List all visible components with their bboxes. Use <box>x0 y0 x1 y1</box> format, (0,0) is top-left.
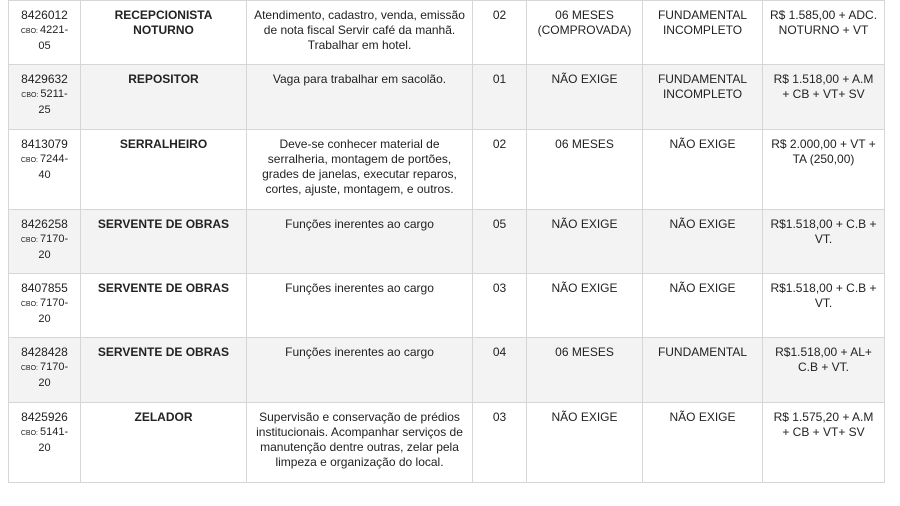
table-row <box>9 65 885 130</box>
cbo-code-suffix: 05 <box>38 40 51 52</box>
education-requirement: FUNDAMENTAL INCOMPLETO <box>643 65 763 130</box>
job-title: RECEPCIONISTA NOTURNO <box>81 1 247 65</box>
vacancy-count: 04 <box>473 338 527 403</box>
job-title: ZELADOR <box>81 403 247 483</box>
education-requirement: NÃO EXIGE <box>643 210 763 274</box>
experience-requirement: 06 MESES (COMPROVADA) <box>527 1 643 65</box>
table-row <box>9 403 885 483</box>
cbo-label: CBO: <box>21 92 39 99</box>
job-title: SERVENTE DE OBRAS <box>81 210 247 274</box>
job-vacancies-table <box>8 0 885 483</box>
salary: R$1.518,00 + C.B + VT. <box>763 210 885 274</box>
job-code-cell <box>9 274 81 338</box>
cbo-code: 7244- <box>39 153 69 165</box>
job-title: SERRALHEIRO <box>81 130 247 210</box>
job-code-cell <box>9 210 81 274</box>
cbo-code-suffix: 40 <box>38 169 51 181</box>
job-code-cell <box>9 130 81 210</box>
experience-requirement: NÃO EXIGE <box>527 274 643 338</box>
experience-requirement: 06 MESES <box>527 130 643 210</box>
vacancy-count: 02 <box>473 130 527 210</box>
cbo-code: 4221- <box>39 24 69 36</box>
table-row <box>9 210 885 274</box>
experience-requirement: 06 MESES <box>527 338 643 403</box>
salary: R$1.518,00 + AL+ C.B + VT. <box>763 338 885 403</box>
table-row <box>9 130 885 210</box>
cbo-code-suffix: 20 <box>38 249 51 261</box>
job-title: SERVENTE DE OBRAS <box>81 274 247 338</box>
cbo-label: CBO: <box>20 28 38 35</box>
job-code: 8407855 <box>21 281 68 295</box>
job-description: Funções inerentes ao cargo <box>247 338 473 403</box>
experience-requirement: NÃO EXIGE <box>527 65 643 130</box>
vacancy-count: 03 <box>473 274 527 338</box>
cbo-code-suffix: 20 <box>38 442 51 454</box>
salary: R$1.518,00 + C.B + VT. <box>763 274 885 338</box>
job-description: Atendimento, cadastro, venda, emissão de nota fiscal Servir café da manhã. Trabalhar em hotel. <box>247 1 473 65</box>
table-row <box>9 1 885 65</box>
job-code: 8413079 <box>21 137 68 151</box>
table-row <box>9 338 885 403</box>
vacancy-count: 02 <box>473 1 527 65</box>
cbo-code-suffix: 25 <box>38 104 51 116</box>
experience-requirement: NÃO EXIGE <box>527 210 643 274</box>
vacancy-count: 01 <box>473 65 527 130</box>
cbo-code-suffix: 20 <box>38 377 51 389</box>
salary: R$ 1.585,00 + ADC. NOTURNO + VT <box>763 1 885 65</box>
education-requirement: NÃO EXIGE <box>643 130 763 210</box>
vacancy-count: 03 <box>473 403 527 483</box>
table-row <box>9 274 885 338</box>
cbo-code: 5211- <box>40 88 68 100</box>
salary: R$ 1.518,00 + A.M + CB + VT+ SV <box>763 65 885 130</box>
cbo-code: 7170- <box>39 297 69 309</box>
job-description: Vaga para trabalhar em sacolão. <box>247 65 473 130</box>
cbo-label: CBO: <box>20 301 38 308</box>
job-code: 8426012 <box>21 8 68 22</box>
salary: R$ 1.575,20 + A.M + CB + VT+ SV <box>763 403 885 483</box>
job-title: SERVENTE DE OBRAS <box>81 338 247 403</box>
job-code: 8429632 <box>21 72 68 86</box>
job-description: Supervisão e conservação de prédios institucionais. Acompanhar serviços de manutenção dentre outras, zelar pela limpeza e organização do local. <box>247 403 473 483</box>
cbo-label: CBO: <box>20 237 38 244</box>
cbo-code: 5141- <box>39 426 69 438</box>
job-code-cell <box>9 403 81 483</box>
vacancy-count: 05 <box>473 210 527 274</box>
job-code: 8428428 <box>21 345 68 359</box>
cbo-label: CBO: <box>20 157 38 164</box>
job-description: Deve-se conhecer material de serralheria, montagem de portões, grades de janelas, executar reparos, cortes, ajuste, montagem, e outros. <box>247 130 473 210</box>
education-requirement: FUNDAMENTAL INCOMPLETO <box>643 1 763 65</box>
job-title: REPOSITOR <box>81 65 247 130</box>
job-code: 8425926 <box>21 410 68 424</box>
job-code-cell <box>9 1 81 65</box>
job-code-cell <box>9 65 81 130</box>
cbo-label: CBO: <box>20 430 38 437</box>
cbo-label: CBO: <box>20 365 38 372</box>
job-description: Funções inerentes ao cargo <box>247 274 473 338</box>
experience-requirement: NÃO EXIGE <box>527 403 643 483</box>
job-code-cell <box>9 338 81 403</box>
job-description: Funções inerentes ao cargo <box>247 210 473 274</box>
cbo-code: 7170- <box>39 233 69 245</box>
salary: R$ 2.000,00 + VT + TA (250,00) <box>763 130 885 210</box>
job-code: 8426258 <box>21 217 68 231</box>
cbo-code: 7170- <box>39 361 69 373</box>
education-requirement: NÃO EXIGE <box>643 274 763 338</box>
cbo-code-suffix: 20 <box>38 313 51 325</box>
education-requirement: FUNDAMENTAL <box>643 338 763 403</box>
education-requirement: NÃO EXIGE <box>643 403 763 483</box>
